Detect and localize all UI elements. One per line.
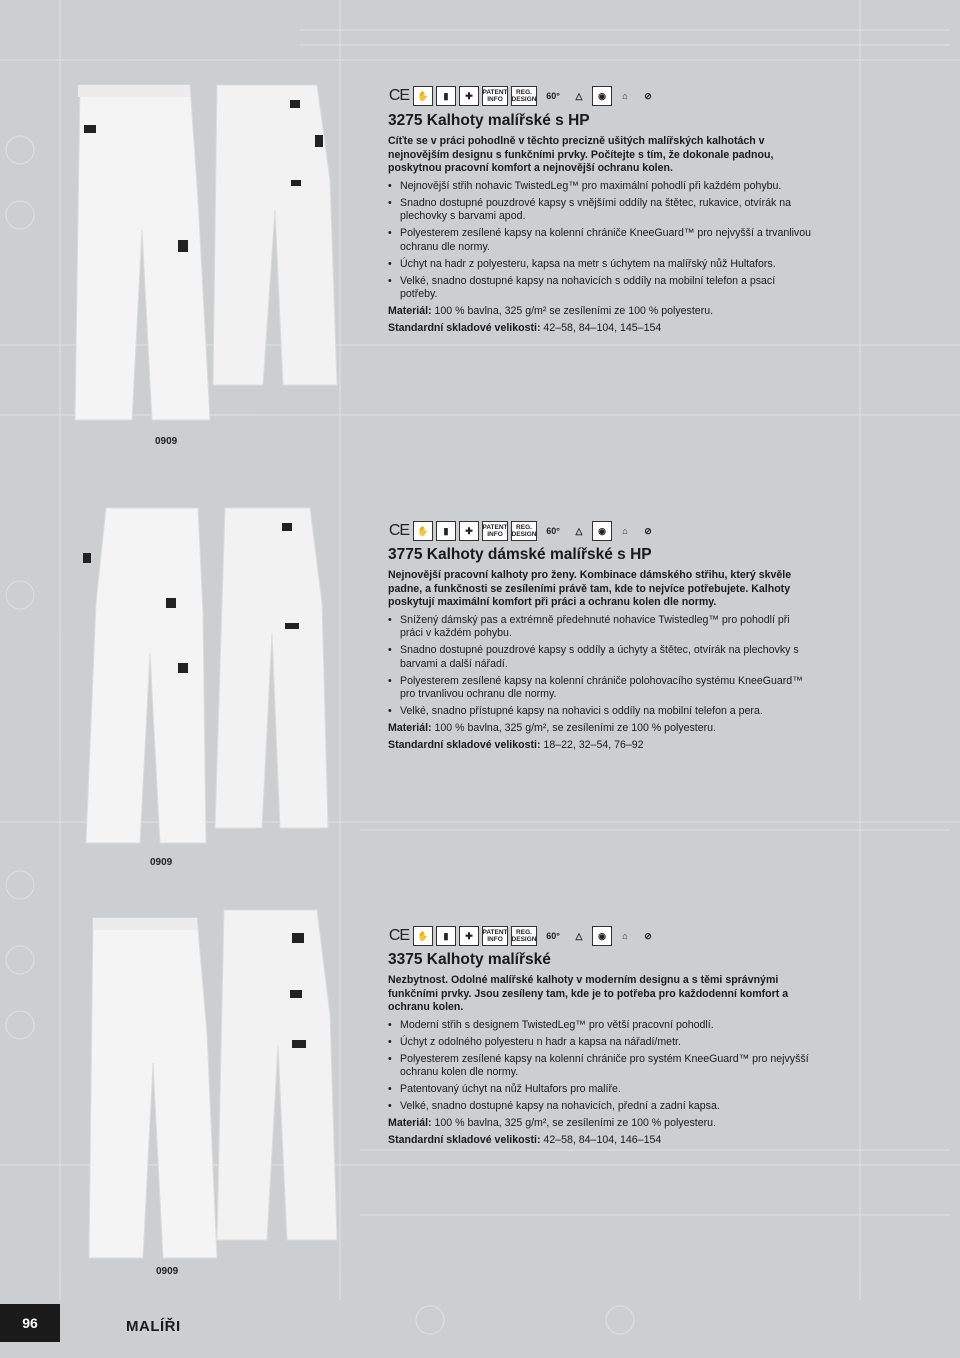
no-dry-clean-icon: ⊘ bbox=[644, 930, 652, 941]
list-item: • Nejnovější střih nohavic TwistedLeg™ pro maximální pohodlí při každém pohybu. bbox=[388, 180, 813, 194]
list-item: • Polyesterem zesílené kapsy na kolenní chrániče KneeGuard™ pro nejvyšší a trvanlivou ochranu dle normy. bbox=[388, 227, 813, 254]
no-bleach-icon: △ bbox=[575, 930, 583, 941]
list-item: • Patentovaný úchyt na nůž Hultafors pro malíře. bbox=[388, 1083, 813, 1097]
list-item: • Snadno dostupné pouzdrové kapsy s vnějšími oddíly na štětec, rukavice, otvírák na plechovky s barvami apod. bbox=[388, 197, 813, 224]
product-code: 0909 bbox=[156, 1266, 179, 1277]
reg-design-icon: REG. DESIGN bbox=[511, 521, 537, 541]
list-item: • Polyesterem zesílené kapsy na kolenní chrániče pro systém KneeGuard™ pro nejvyšší ochranu kolen dle normy. bbox=[388, 1053, 813, 1080]
list-item: • Moderní střih s designem TwistedLeg™ pro větší pracovní pohodlí. bbox=[388, 1019, 813, 1033]
feature-list bbox=[388, 180, 813, 302]
feature-list bbox=[388, 614, 813, 719]
tumble-dry-icon: ◉ bbox=[592, 521, 612, 541]
no-bleach-icon: △ bbox=[575, 525, 583, 536]
no-dry-clean-icon: ⊘ bbox=[644, 525, 652, 536]
sizes-spec: Standardní skladové velikosti: 42–58, 84–104, 145–154 bbox=[388, 321, 662, 334]
material-spec: Materiál: 100 % bavlna, 325 g/m², se zesíleními ze 100 % polyesteru. bbox=[388, 1117, 716, 1129]
product-title: 3375 Kalhoty malířské bbox=[388, 951, 551, 968]
product-text bbox=[388, 546, 813, 755]
product-intro: Nejnovější pracovní kalhoty pro ženy. Kombinace dámského střihu, který skvěle padne, a funkčnosti se zesíleními právě tam, kde to nejvíce potřebujete. Kalhoty poskytují maximální komfort při práci a ochranu kolen dle normy. bbox=[388, 569, 792, 608]
kneeguard-icon: ✚ bbox=[459, 521, 479, 541]
list-item: • Úchyt na hadr z polyesteru, kapsa na metr s úchytem na malířský nůž Hultafors. bbox=[388, 258, 813, 272]
reg-design-icon: REG. DESIGN bbox=[511, 926, 537, 946]
paint-can-icon: ▮ bbox=[436, 521, 456, 541]
certification-icons bbox=[388, 84, 658, 108]
wash-60-icon: 60° bbox=[546, 91, 560, 101]
feature-list bbox=[388, 1019, 813, 1114]
list-item: • Úchyt z odolného polyesteru n hadr a kapsa na nářadí/metr. bbox=[388, 1036, 813, 1050]
no-bleach-icon: △ bbox=[575, 90, 583, 101]
kneeguard-icon: ✚ bbox=[459, 86, 479, 106]
product-photo-front bbox=[70, 80, 220, 425]
wash-60-icon: 60° bbox=[546, 526, 560, 536]
ce-icon: CE bbox=[388, 522, 410, 539]
glove-icon: ✋ bbox=[413, 521, 433, 541]
page-number: 96 bbox=[0, 1304, 60, 1342]
iron-icon: ⌂ bbox=[622, 91, 628, 101]
patent-info-icon: PATENT INFO bbox=[482, 521, 508, 541]
product-intro: Cíťte se v práci pohodlně v těchto precizně ušitých malířských kalhotách v nejnovějším designu s funkčními prvky. Počítejte s tím, že dokonale padnou, poskytnou pracovní komfort a nejnovější ochranu kolen. bbox=[388, 135, 774, 174]
certification-icons bbox=[388, 519, 658, 543]
ce-icon: CE bbox=[388, 927, 410, 944]
product-title: 3775 Kalhoty dámské malířské s HP bbox=[388, 546, 652, 563]
material-spec: Materiál: 100 % bavlna, 325 g/m² se zesíleními ze 100 % polyesteru. bbox=[388, 305, 714, 317]
product-code: 0909 bbox=[150, 857, 173, 868]
glove-icon: ✋ bbox=[413, 86, 433, 106]
list-item: • Snadno dostupné pouzdrové kapsy s oddíly a úchyty a štětec, otvírák na plechovky s barvami a další nářadí. bbox=[388, 644, 813, 671]
product-photo-back bbox=[205, 80, 345, 390]
iron-icon: ⌂ bbox=[622, 931, 628, 941]
iron-icon: ⌂ bbox=[622, 526, 628, 536]
list-item: • Polyesterem zesílené kapsy na kolenní chrániče polohovacího systému KneeGuard™ pro trvanlivou ochranu dle normy. bbox=[388, 675, 813, 702]
sizes-spec: Standardní skladové velikosti: 42–58, 84–104, 146–154 bbox=[388, 1133, 662, 1146]
certification-icons bbox=[388, 924, 658, 948]
sizes-spec: Standardní skladové velikosti: 18–22, 32–54, 76–92 bbox=[388, 738, 644, 751]
material-spec: Materiál: 100 % bavlna, 325 g/m², se zesíleními ze 100 % polyesteru. bbox=[388, 722, 716, 734]
product-title: 3275 Kalhoty malířské s HP bbox=[388, 112, 590, 129]
product-code: 0909 bbox=[155, 436, 178, 447]
glove-icon: ✋ bbox=[413, 926, 433, 946]
list-item: • Velké, snadno dostupné kapsy na nohavicích s oddíly na mobilní telefon a psací potřeby. bbox=[388, 275, 813, 302]
list-item: • Velké, snadno dostupné kapsy na nohavicích, přední a zadní kapsa. bbox=[388, 1100, 813, 1114]
patent-info-icon: PATENT INFO bbox=[482, 926, 508, 946]
product-photo-back bbox=[212, 905, 342, 1245]
product-photo-front bbox=[85, 913, 225, 1263]
patent-info-icon: PATENT INFO bbox=[482, 86, 508, 106]
ce-icon: CE bbox=[388, 87, 410, 104]
product-photo-back bbox=[210, 503, 335, 833]
product-text bbox=[388, 951, 813, 1150]
wash-60-icon: 60° bbox=[546, 931, 560, 941]
no-dry-clean-icon: ⊘ bbox=[644, 90, 652, 101]
section-title: MALÍŘI bbox=[126, 1318, 181, 1335]
tumble-dry-icon: ◉ bbox=[592, 86, 612, 106]
product-intro: Nezbytnost. Odolné malířské kalhoty v moderním designu a s těmi správnými funkčními prvky. Jsou zesíleny tam, kde je to potřeba pro každodenní komfort a ochranu kolen. bbox=[388, 974, 789, 1013]
product-photo-front bbox=[78, 503, 223, 848]
kneeguard-icon: ✚ bbox=[459, 926, 479, 946]
paint-can-icon: ▮ bbox=[436, 926, 456, 946]
reg-design-icon: REG. DESIGN bbox=[511, 86, 537, 106]
paint-can-icon: ▮ bbox=[436, 86, 456, 106]
product-text bbox=[388, 112, 813, 338]
list-item: • Snížený dámský pas a extrémně předehnuté nohavice Twistedleg™ pro pohodlí při práci v každém pohybu. bbox=[388, 614, 813, 641]
tumble-dry-icon: ◉ bbox=[592, 926, 612, 946]
list-item: • Velké, snadno přístupné kapsy na nohavici s oddíly na mobilní telefon a pera. bbox=[388, 705, 813, 719]
